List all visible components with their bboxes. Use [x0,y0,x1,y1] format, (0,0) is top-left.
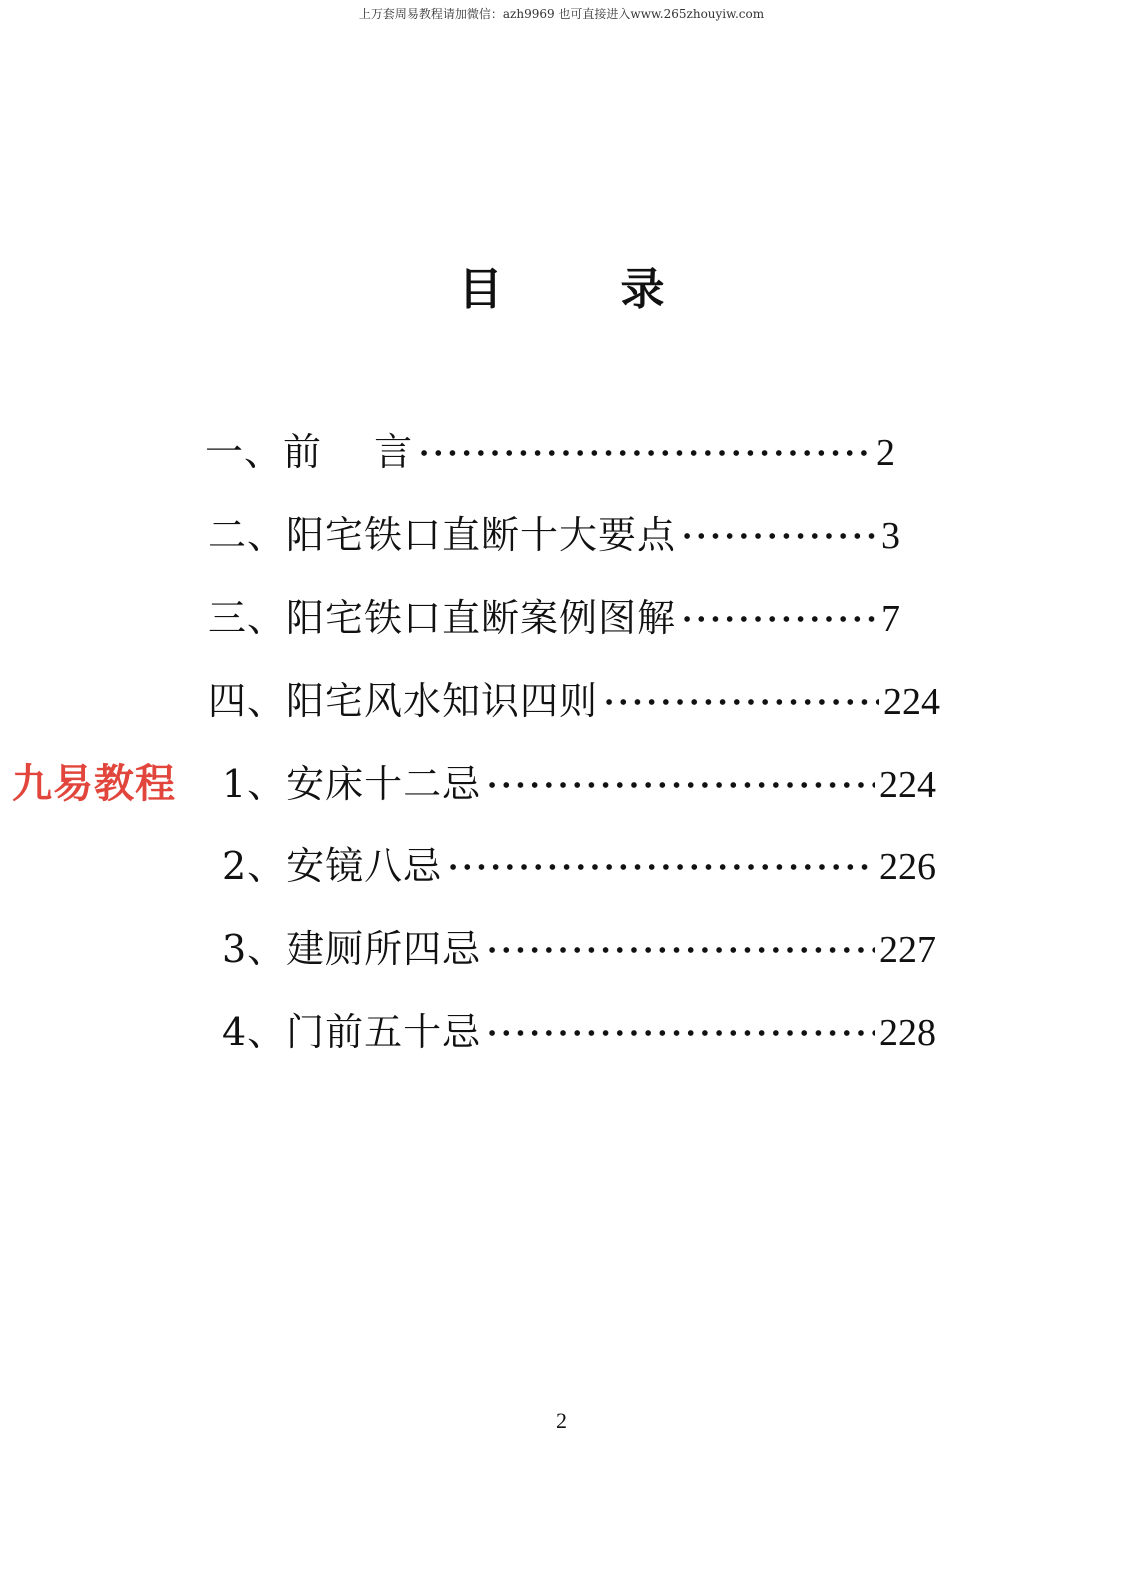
toc-entry-label: 2、安镜八忌 [222,844,443,888]
toc-entry-label: 二、阳宅铁口直断十大要点 [208,513,677,557]
toc-entry-page: 2 [876,432,895,474]
dot-leader [417,448,872,458]
toc-entry-label: 一、前 言 [205,430,414,474]
watermark-logo: 九易教程 [12,761,176,807]
toc-entry-label: 三、阳宅铁口直断案例图解 [208,596,677,640]
dot-leader [446,862,875,872]
dot-leader [485,945,875,955]
dot-leader [485,780,875,790]
dot-leader [602,697,879,707]
dot-leader [680,531,877,541]
toc-entry-four-rules[interactable] [208,677,940,726]
page-number: 2 [556,1408,567,1433]
title-char-2: 录 [620,264,665,315]
dot-leader [680,614,877,624]
toc-entry-preface[interactable] [205,428,895,477]
toc-entry-page: 227 [879,929,936,971]
toc-entry-page: 224 [883,681,940,723]
toc-entry-label: 4、门前五十忌 [222,1010,482,1054]
toc-entry-label: 1、安床十二忌 [222,762,482,806]
toc-entry-page: 3 [881,515,900,557]
toc-entry-label: 四、阳宅风水知识四则 [208,679,599,723]
toc-entry-ten-key-points[interactable] [208,511,900,560]
toc-entry-bed-taboos[interactable] [222,760,936,809]
title-char-1: 目 [458,264,503,315]
toc-entry-toilet-taboos[interactable] [222,925,936,974]
toc-entry-page: 226 [879,846,936,888]
page-title [0,262,1123,318]
toc-entry-page: 228 [879,1012,936,1054]
toc-entry-case-diagrams[interactable] [208,594,900,643]
toc-entry-page: 7 [881,598,900,640]
toc-entry-page: 224 [879,764,936,806]
header-ad-note: 上万套周易教程请加微信：azh9969 也可直接进入www.265zhouyiw.com [358,7,765,21]
toc-entry-mirror-taboos[interactable] [222,842,936,891]
toc-entry-door-taboos[interactable] [222,1008,936,1057]
toc-entry-label: 3、建厕所四忌 [222,927,482,971]
dot-leader [485,1028,875,1038]
